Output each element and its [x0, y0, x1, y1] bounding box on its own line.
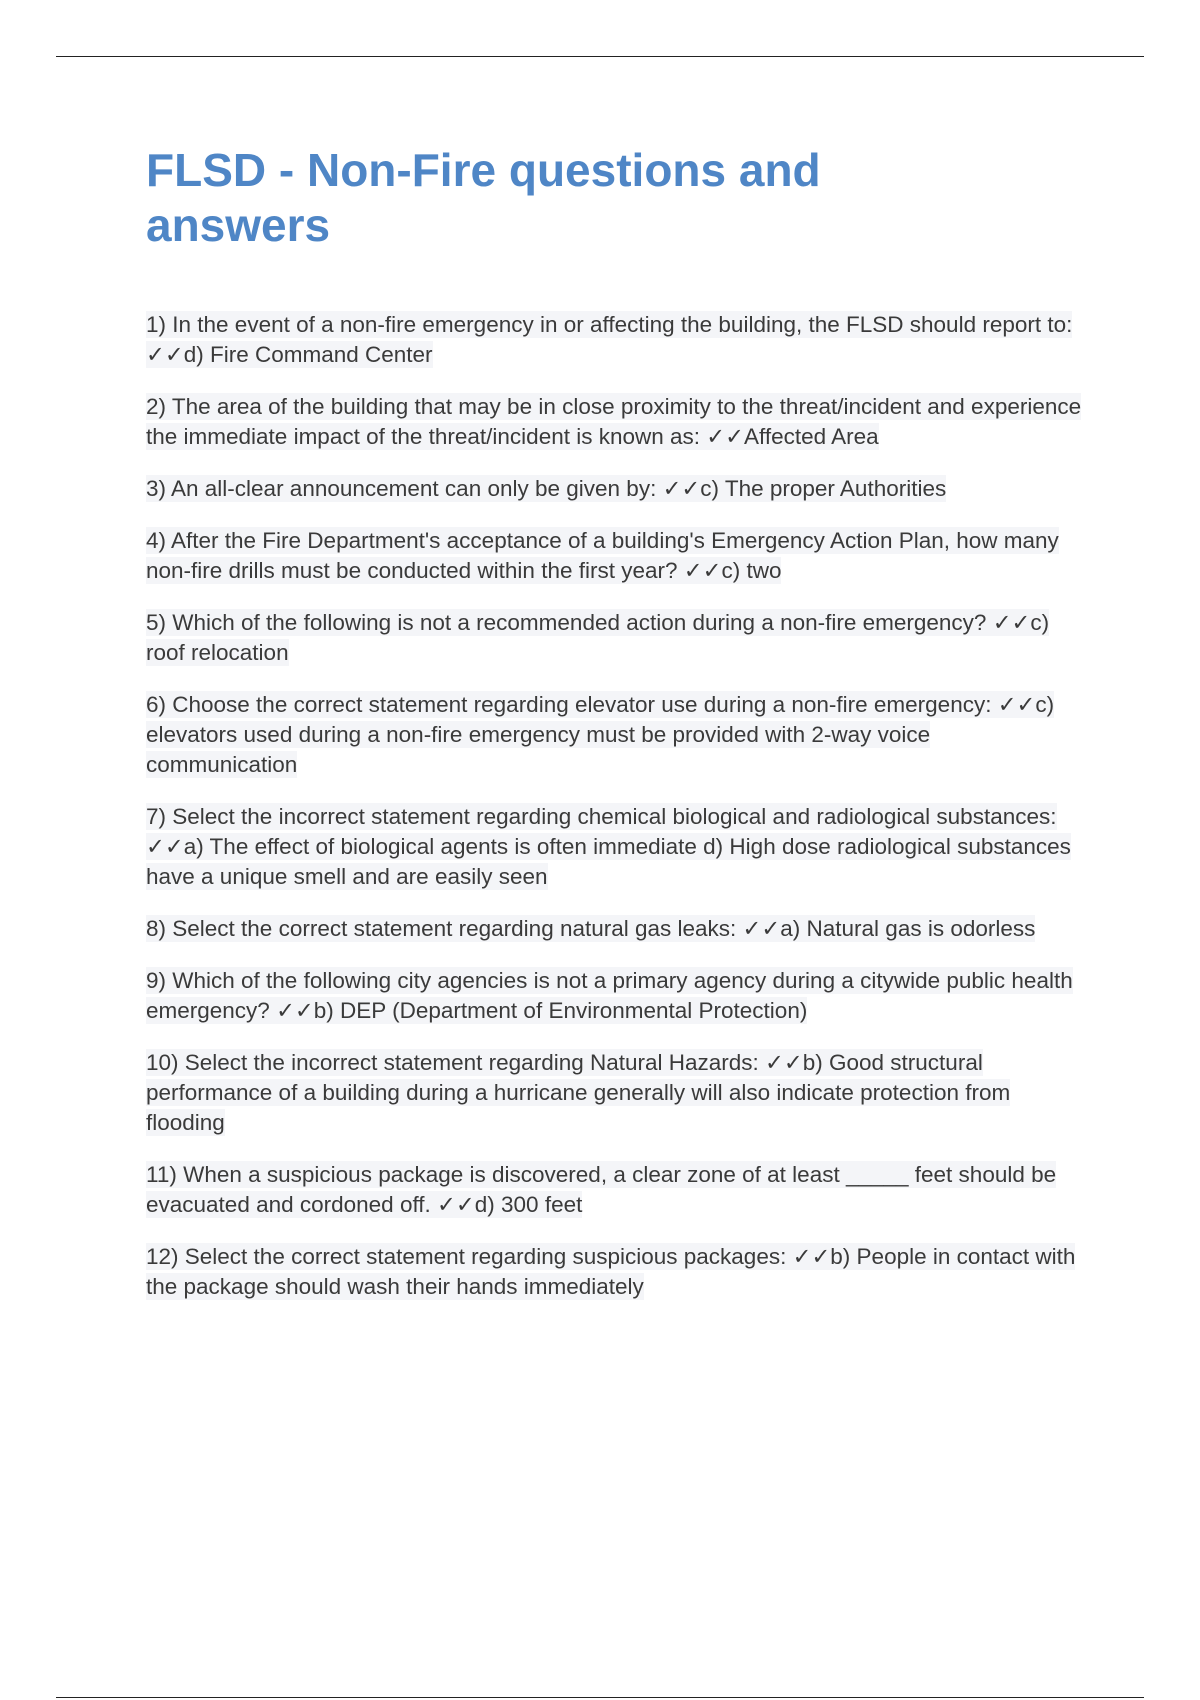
qa-item [146, 474, 1086, 504]
qa-item-text: 11) When a suspicious package is discovered, a clear zone of at least _____ feet should be evacuated and cordoned off. ✓✓d) 300 feet [146, 1162, 1057, 1217]
qa-item [146, 608, 1086, 668]
qa-item [146, 1048, 1086, 1138]
qa-item [146, 310, 1086, 370]
qa-item [146, 802, 1086, 892]
qa-item-text: 5) Which of the following is not a recommended action during a non-fire emergency? ✓✓c) roof relocation [146, 610, 1050, 665]
qa-item [146, 914, 1086, 944]
qa-item-text: 2) The area of the building that may be in close proximity to the threat/incident and experience the immediate impact of the threat/incident is known as: ✓✓Affected Area [146, 394, 1082, 449]
qa-item [146, 1242, 1086, 1302]
qa-item-text: 12) Select the correct statement regarding suspicious packages: ✓✓b) People in contact with the package should wash their hands immediately [146, 1244, 1076, 1299]
qa-item-text: 6) Choose the correct statement regarding elevator use during a non-fire emergency: ✓✓c) elevators used during a non-fire emergency must be provided with 2-way voice communication [146, 692, 1055, 777]
qa-item-text: 9) Which of the following city agencies is not a primary agency during a citywide public health emergency? ✓✓b) DEP (Department of Environmental Protection) [146, 968, 1073, 1023]
qa-item-text: 8) Select the correct statement regarding natural gas leaks: ✓✓a) Natural gas is odorless [146, 916, 1036, 941]
qa-item [146, 690, 1086, 780]
qa-item-text: 7) Select the incorrect statement regarding chemical biological and radiological substances: ✓✓a) The effect of biological agents is often immediate d) High dose radiological substances have a unique smell and are easily seen [146, 804, 1071, 889]
top-rule [56, 56, 1144, 57]
bottom-rule [56, 1697, 1144, 1698]
qa-item-text: 10) Select the incorrect statement regarding Natural Hazards: ✓✓b) Good structural performance of a building during a hurricane generally will also indicate protection from flooding [146, 1050, 1011, 1135]
qa-item [146, 966, 1086, 1026]
qa-list [146, 310, 1086, 1324]
page-title: FLSD - Non-Fire questions and answers [146, 144, 821, 251]
qa-item-text: 3) An all-clear announcement can only be given by: ✓✓c) The proper Authorities [146, 476, 947, 501]
qa-item [146, 1160, 1086, 1220]
qa-item-text: 1) In the event of a non-fire emergency in or affecting the building, the FLSD should report to: ✓✓d) Fire Command Center [146, 312, 1073, 367]
qa-item [146, 392, 1086, 452]
qa-item [146, 526, 1086, 586]
qa-item-text: 4) After the Fire Department's acceptance of a building's Emergency Action Plan, how many non-fire drills must be conducted within the first year? ✓✓c) two [146, 528, 1059, 583]
